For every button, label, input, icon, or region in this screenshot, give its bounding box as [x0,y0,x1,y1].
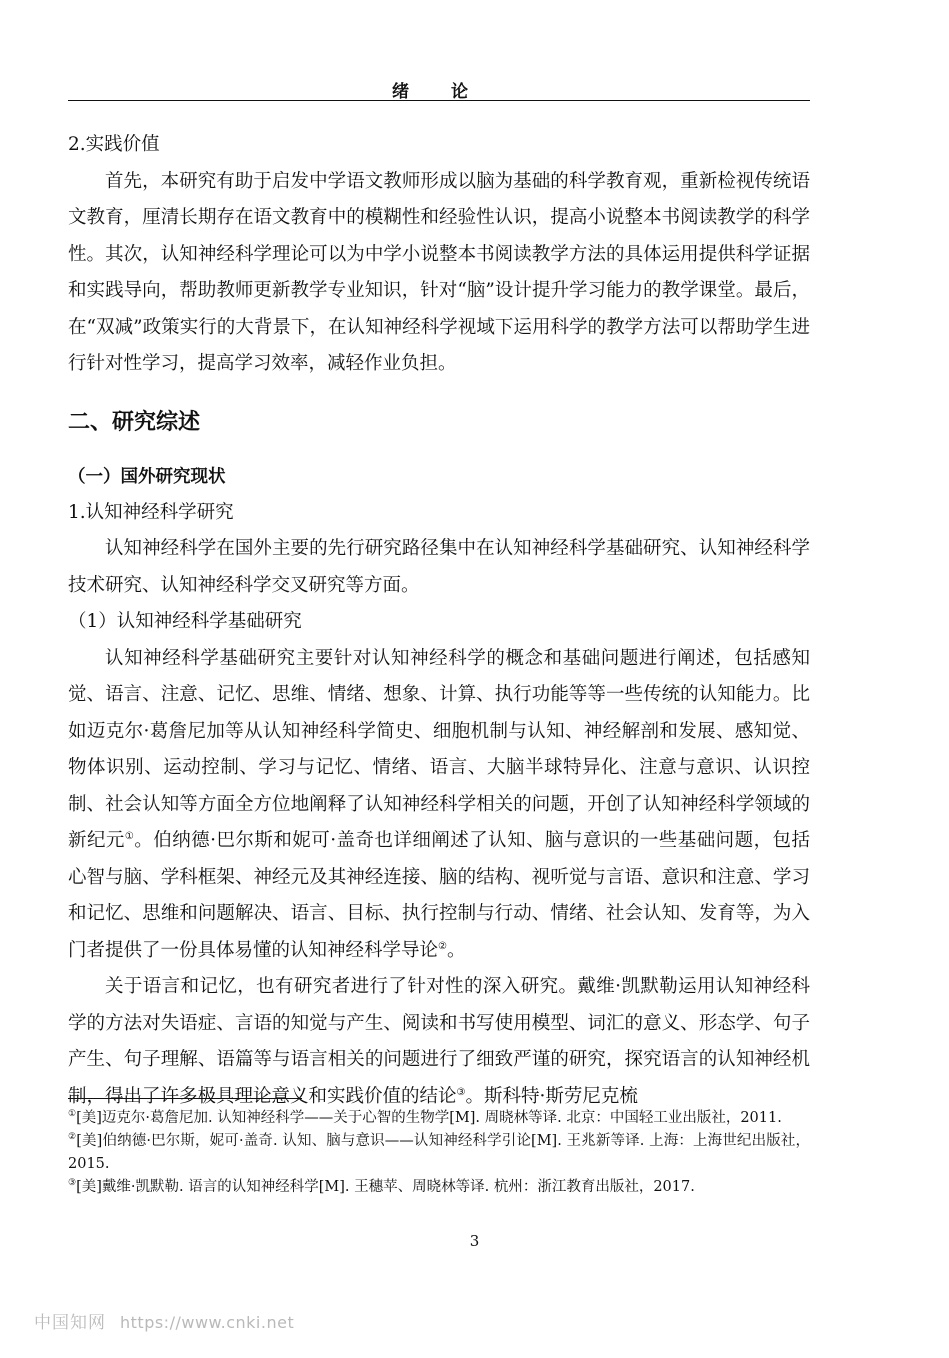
page-number: 3 [469,1232,480,1250]
paragraph-language-part1: 关于语言和记忆，也有研究者进行了针对性的深入研究。戴维·凯默勒运用认知神经科学的方法对失语症、言语的知觉与产生、阅读和书写使用模型、词汇的意义、形态学、句子产生、句子理解、语篇等与语言相关的问题进行了细致严谨的研究，探究语言的认知神经机制，得出了许多极具理论意义和实践价值的结论 [68,976,810,1107]
footnote-rule [68,1098,302,1099]
header-rule [68,100,810,101]
subsection-basic-research-title: （1）认知神经科学基础研究 [68,611,302,632]
paragraph-basic-research [68,641,810,970]
footnote-mark-2: ② [68,1132,77,1142]
cnki-watermark [34,1308,294,1333]
paragraph-cn-intro: 认知神经科学在国外主要的先行研究路径集中在认知神经科学基础研究、认知神经科学技术研究、认知神经科学交叉研究等方面。 [68,538,810,596]
paragraph-basic-research-part1: 认知神经科学基础研究主要针对认知神经科学的概念和基础问题进行阐述，包括感知觉、语言、注意、记忆、思维、情绪、想象、计算、执行功能等等一些传统的认知能力。比如迈克尔·葛詹尼加等从认知神经科学简史、细胞机制与认知、神经解剖和发展、感知觉、物体识别、运动控制、学习与记忆、情绪、语言、大脑半球特异化、注意与意识、认识控制、社会认知等方面全方位地阐释了认知神经科学相关的问题，开创了认知神经科学领域的新纪元 [68,647,810,851]
footnote-mark-3: ③ [68,1178,77,1188]
footnotes [68,1107,810,1199]
footnote-2 [68,1130,810,1176]
footnote-ref-1: ① [124,831,135,842]
running-header: 绪 论 [392,82,486,102]
paragraph-language-part2: 。斯科特·斯劳尼克梳 [465,1085,638,1107]
section-cognitive-neuroscience-title: 1.认知神经科学研究 [68,501,234,523]
paragraph-practical-value: 首先，本研究有助于启发中学语文教师形成以脑为基础的科学教育观，重新检视传统语文教育，厘清长期存在语文教育中的模糊性和经验性认识，提高小说整本书阅读教学的科学性。其次，认知神经科学理论可以为中学小说整本书阅读教学方法的具体运用提供科学证据和实践导向，帮助教师更新教学专业知识，针对“脑”设计提升学习能力的教学课堂。最后，在“双减”政策实行的大背景下，在认知神经科学视域下运用科学的教学方法可以帮助学生进行针对性学习，提高学习效率，减轻作业负担。 [68,170,810,374]
watermark-url: https://www.cnki.net [120,1313,295,1332]
heading-foreign-research: （一）国外研究现状 [68,466,226,487]
footnote-mark-1: ① [68,1109,77,1119]
footnote-3 [68,1176,810,1199]
footnote-text-1: [美]迈克尔·葛詹尼加. 认知神经科学——关于心智的生物学[M]. 周晓林等译. 北京：中国轻工业出版社，2011. [76,1110,782,1126]
footnote-text-2: [美]伯纳德·巴尔斯，妮可·盖奇. 认知、脑与意识——认知神经科学引论[M]. 王兆新等译. 上海：上海世纪出版社，2015. [68,1133,810,1172]
body-text [68,127,810,1115]
footnote-ref-3: ③ [456,1086,466,1098]
footnote-1 [68,1107,810,1130]
section-practical-title: 2.实践价值 [68,134,160,155]
watermark-brand: 中国知网 [34,1313,106,1333]
footnote-text-3: [美]戴维·凯默勒. 语言的认知神经科学[M]. 王穗苹、周晓林等译. 杭州：浙江教育出版社，2017. [76,1179,695,1195]
paragraph-basic-research-part3: 。 [446,939,466,961]
paragraph-language-memory [68,969,810,1115]
footnote-ref-2: ② [438,940,447,952]
heading-research-review: 二、研究综述 [68,409,201,435]
paragraph-basic-research-part2: 。伯纳德·巴尔斯和妮可·盖奇也详细阐述了认知、脑与意识的一些基础问题，包括心智与脑、学科框架、神经元及其神经连接、脑的结构、视听觉与言语、意识和注意、学习和记忆、思维和问题解决、语言、目标、执行控制与行动、情绪、社会认知、发育等，为入门者提供了一份具体易懂的认知神经科学导论 [68,830,810,961]
